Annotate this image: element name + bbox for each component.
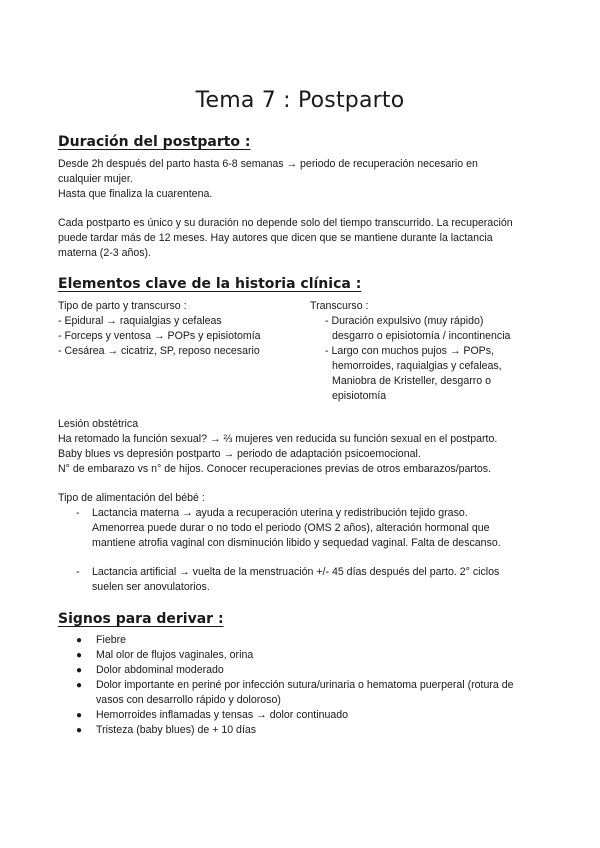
bullet-icon: ●: [76, 710, 83, 721]
right-column-line: Maniobra de Kristeller, desgarro o: [332, 375, 491, 387]
text-line: Hasta que finaliza la cuarentena.: [58, 188, 213, 200]
text-line: Cada postparto es único y su duración no depende solo del tiempo transcurrido. La recuperación: [58, 217, 513, 229]
right-column-line: desgarro o episiotomía / incontinencia: [332, 330, 511, 342]
text-line: Baby blues vs depresión postparto → periodo de adaptación psicoemocional.: [58, 448, 421, 460]
list-item: ● Dolor abdominal moderado: [76, 664, 224, 676]
list-item: ● Hemorroides inflamadas y tensas → dolor continuado: [76, 709, 349, 721]
section-heading-duracion: Duración del postparto :: [58, 134, 251, 150]
text-line: Desde 2h después del parto hasta 6-8 semanas → periodo de recuperación necesario en: [58, 158, 478, 170]
bullet-icon: ●: [76, 725, 83, 736]
bullet-icon: ●: [76, 665, 83, 676]
feeding-line: mantiene atrofia vaginal con disminución libido y sequedad vaginal. Falta de descanso.: [92, 537, 501, 549]
right-column-line: episiotomía: [332, 390, 387, 402]
bullet-icon: ●: [76, 635, 83, 646]
page-title: Tema 7 : Postparto: [195, 88, 405, 113]
text-line: puede tardar más de 12 meses. Hay autores que dicen que se mantiene durante la lactancia: [58, 232, 493, 244]
right-column-title: Transcurso :: [310, 300, 369, 312]
signs-list: [72, 633, 542, 738]
text-line: materna (2-3 años).: [58, 247, 152, 259]
text-line: cualquier mujer.: [58, 173, 133, 185]
section-heading-elementos: Elementos clave de la historia clínica :: [58, 276, 362, 292]
text-line: Ha retomado la función sexual? → ⅔ mujeres ven reducida su función sexual en el postparto.: [58, 433, 498, 445]
left-column-line: - Cesárea → cicatriz, SP, reposo necesario: [58, 345, 260, 357]
section-heading-signos: Signos para derivar :: [58, 611, 224, 627]
bullet-icon: ●: [76, 680, 83, 691]
left-column-line: - Forceps y ventosa → POPs y episiotomía: [58, 330, 261, 342]
feeding-line: suelen ser anovulatorios.: [92, 581, 210, 593]
list-item: ● Fiebre: [76, 634, 127, 646]
feeding-line: Amenorrea puede durar o no todo el periodo (OMS 2 años), alteración hormonal que: [92, 522, 490, 534]
text-line: Lesión obstétrica: [58, 418, 139, 430]
list-item: ● Dolor importante en periné por infección sutura/urinaria o hematoma puerperal (rotura de vasos con desarrollo rápido y doloroso): [76, 679, 514, 706]
bullet-icon: ●: [76, 650, 83, 661]
text-line: N° de embarazo vs n° de hijos. Conocer recuperaciones previas de otros embarazos/partos.: [58, 463, 492, 475]
right-column-line: - Duración expulsivo (muy rápido): [325, 315, 484, 327]
list-item: ● Mal olor de flujos vaginales, orina: [76, 649, 254, 661]
list-item: ● Tristeza (baby blues) de + 10 días: [76, 724, 257, 736]
feeding-line: Lactancia artificial → vuelta de la menstruación +/- 45 días después del parto. 2° ciclos: [92, 566, 500, 578]
right-column-line: - Largo con muchos pujos → POPs,: [325, 345, 494, 357]
right-column-line: hemorroides, raquialgias y cefaleas,: [332, 360, 502, 372]
feeding-title: Tipo de alimentación del bébé :: [58, 492, 205, 504]
left-column-line: - Epidural → raquialgias y cefaleas: [58, 315, 222, 327]
feeding-line: Lactancia materna → ayuda a recuperación uterina y redistribución tejido graso.: [92, 507, 468, 519]
dash-bullet: -: [76, 507, 80, 519]
dash-bullet: -: [76, 566, 80, 578]
left-column-title: Tipo de parto y transcurso :: [58, 300, 187, 312]
